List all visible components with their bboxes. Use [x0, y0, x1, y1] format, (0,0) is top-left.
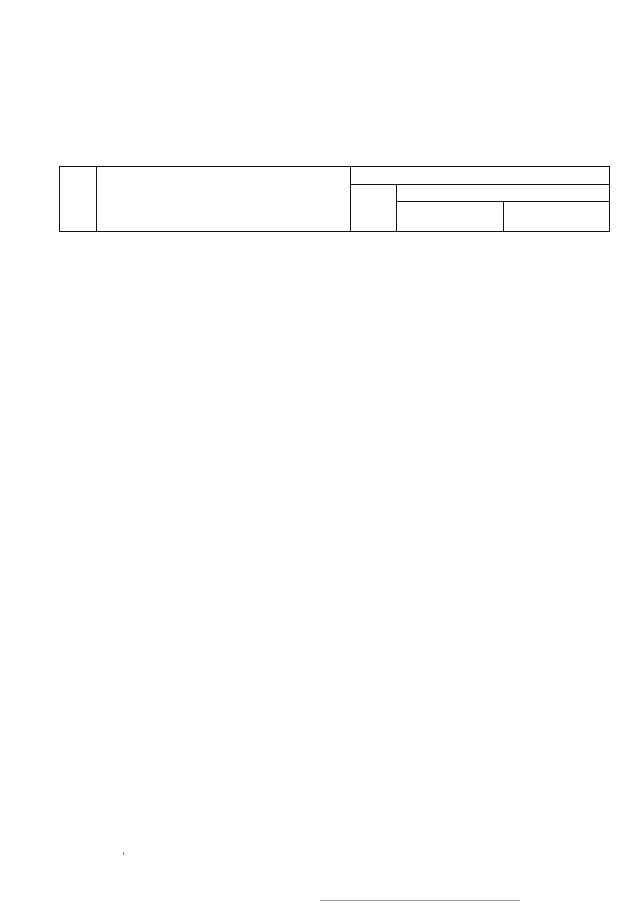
header-theory [397, 202, 503, 232]
bottom-rule [320, 900, 520, 901]
header-total [350, 185, 397, 232]
header-practice [503, 202, 609, 232]
stray-mark: ʼ [122, 851, 125, 861]
header-hours [350, 167, 609, 185]
header-number [60, 167, 97, 232]
header-topics [97, 167, 350, 232]
header-including [397, 185, 610, 202]
curriculum-table [59, 166, 610, 232]
